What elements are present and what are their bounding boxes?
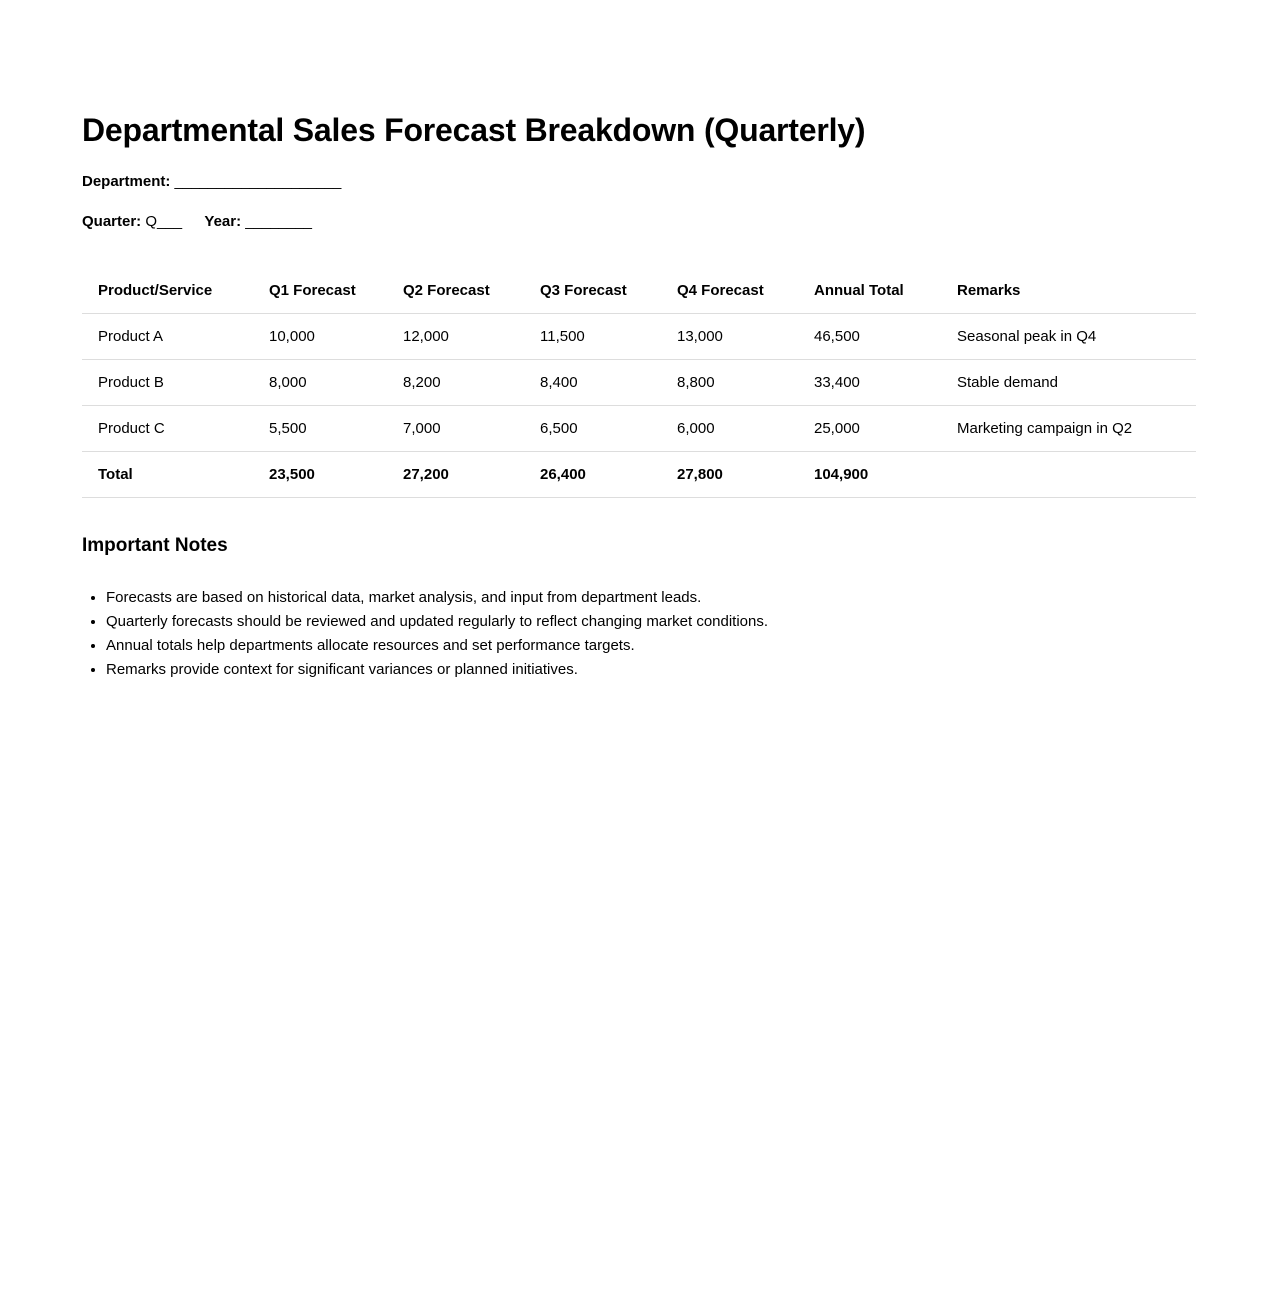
year-blank: ________ (245, 213, 313, 230)
cell-q4: 8,800 (661, 360, 798, 406)
department-blank: ____________________ (174, 173, 342, 190)
table-row (82, 406, 1196, 452)
header-q4: Q4 Forecast (661, 268, 798, 314)
cell-product: Product B (82, 360, 253, 406)
total-label: Total (82, 452, 253, 498)
table-row (82, 360, 1196, 406)
notes-heading: Important Notes (82, 535, 228, 556)
total-q4: 27,800 (661, 452, 798, 498)
total-remarks (941, 452, 1196, 498)
header-q1: Q1 Forecast (253, 268, 387, 314)
cell-product: Product A (82, 314, 253, 360)
cell-q1: 5,500 (253, 406, 387, 452)
list-item: • Quarterly forecasts should be reviewed and updated regularly to reflect changing market conditions. (106, 610, 1196, 634)
table-row (82, 314, 1196, 360)
period-line (82, 212, 1196, 232)
department-label: Department: (82, 173, 171, 190)
total-annual: 104,900 (798, 452, 941, 498)
header-q2: Q2 Forecast (387, 268, 524, 314)
total-q3: 26,400 (524, 452, 661, 498)
header-remarks: Remarks (941, 268, 1196, 314)
list-item: • Remarks provide context for significant variances or planned initiatives. (106, 658, 1196, 682)
cell-remarks: Stable demand (941, 360, 1196, 406)
cell-q3: 6,500 (524, 406, 661, 452)
list-item: • Forecasts are based on historical data, market analysis, and input from department leads. (106, 586, 1196, 610)
total-q1: 23,500 (253, 452, 387, 498)
quarter-blank: Q___ (145, 213, 183, 230)
header-annual: Annual Total (798, 268, 941, 314)
header-product: Product/Service (82, 268, 253, 314)
cell-q2: 8,200 (387, 360, 524, 406)
cell-q1: 10,000 (253, 314, 387, 360)
cell-q4: 13,000 (661, 314, 798, 360)
page-title: Departmental Sales Forecast Breakdown (Quarterly) (82, 112, 866, 148)
total-row (82, 452, 1196, 498)
cell-q2: 12,000 (387, 314, 524, 360)
department-line (82, 172, 1196, 192)
cell-q3: 11,500 (524, 314, 661, 360)
cell-q2: 7,000 (387, 406, 524, 452)
quarter-label: Quarter: (82, 213, 142, 230)
forecast-table (82, 268, 1196, 498)
cell-product: Product C (82, 406, 253, 452)
cell-q1: 8,000 (253, 360, 387, 406)
cell-annual: 25,000 (798, 406, 941, 452)
header-q3: Q3 Forecast (524, 268, 661, 314)
cell-q4: 6,000 (661, 406, 798, 452)
cell-q3: 8,400 (524, 360, 661, 406)
cell-remarks: Marketing campaign in Q2 (941, 406, 1196, 452)
cell-annual: 46,500 (798, 314, 941, 360)
table-header-row (82, 268, 1196, 314)
total-q2: 27,200 (387, 452, 524, 498)
year-label: Year: (204, 213, 242, 230)
cell-annual: 33,400 (798, 360, 941, 406)
notes-list (82, 586, 1196, 682)
list-item: • Annual totals help departments allocate resources and set performance targets. (106, 634, 1196, 658)
cell-remarks: Seasonal peak in Q4 (941, 314, 1196, 360)
